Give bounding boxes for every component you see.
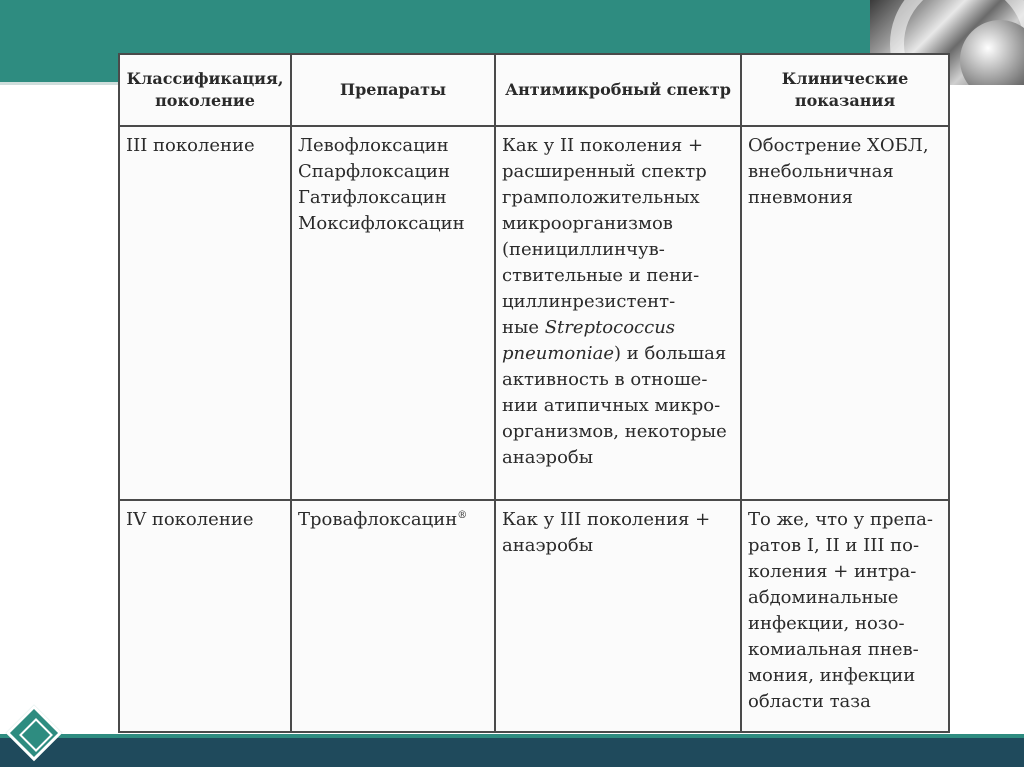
fluoroquinolone-table [118,53,950,733]
cell-classification: III поколение [119,126,291,500]
header-spectrum: Антимикробный спектр [495,54,741,126]
cell-spectrum: Как у III поколения + анаэробы [495,500,741,732]
table-row [119,500,949,732]
header-classification: Классификация, поколение [119,54,291,126]
species-name: Streptococcus [544,317,676,338]
cell-drugs [291,500,495,732]
table-header-row [119,54,949,126]
cell-indications: То же, что у препа- ратов I, II и III по- коления + интра- абдоминальные инфекции, нозо- комиальная пнев- мония, инфекции области таза [741,500,949,732]
drug-name: Гатифлоксацин [298,187,447,208]
drug-name: Левофлоксацин [298,135,449,156]
drug-name: Тровафлоксацин [298,509,458,530]
footer-band [0,738,1024,767]
fluoroquinolone-table-container [118,53,948,733]
cell-indications: Обострение ХОБЛ, внебольничная пневмония [741,126,949,500]
table-row [119,126,949,500]
registered-mark: ® [457,510,468,521]
drug-name: Моксифлоксацин [298,213,465,234]
cell-drugs [291,126,495,500]
header-indications: Клинические показания [741,54,949,126]
drug-name: Спарфлоксацин [298,161,451,182]
cell-classification: IV поколение [119,500,291,732]
header-drugs: Препараты [291,54,495,126]
cell-spectrum: Как у II поколения + расширенный спектр грамположительных микроорганизмов (пенициллинчув- ствительные и пени- циллинрезистент- ные Streptococcus pneumoniae) и большая активность в отноше- нии атипичных микро- организмов, некоторые анаэробы [495,126,741,500]
species-name: pneumoniae [502,343,614,364]
